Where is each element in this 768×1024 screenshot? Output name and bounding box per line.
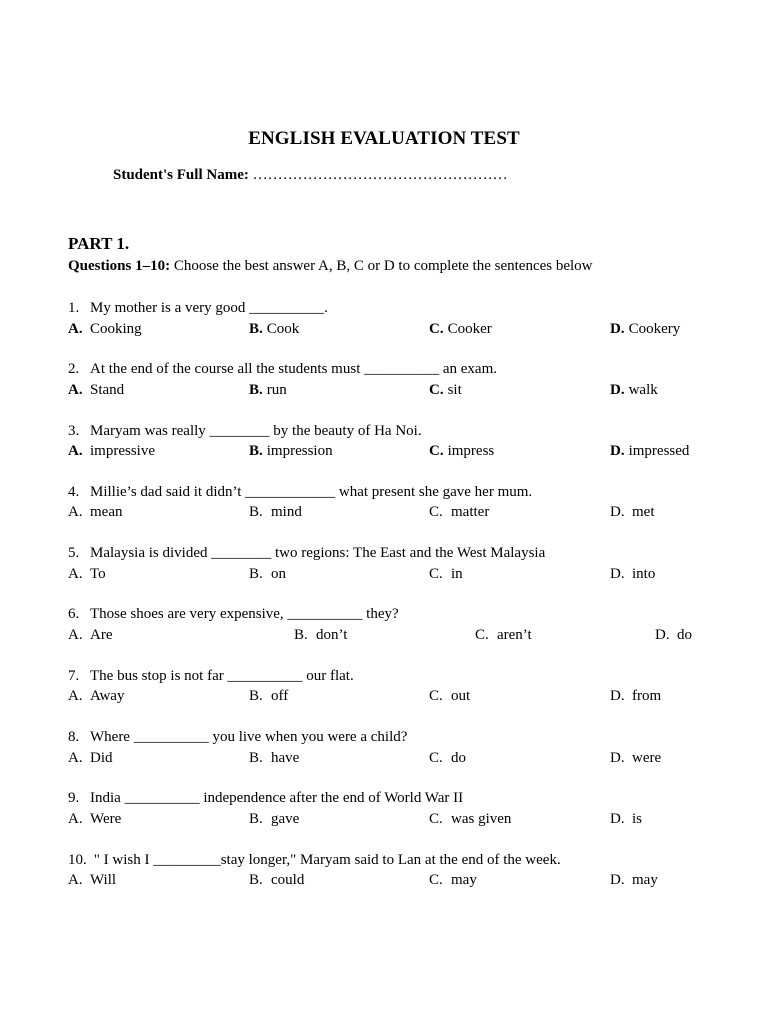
option-text: met <box>632 504 655 521</box>
answer-option <box>610 809 642 830</box>
option-text: mind <box>271 504 302 521</box>
question-item <box>68 666 748 727</box>
option-letter: B. <box>249 688 263 705</box>
answer-option <box>429 686 470 707</box>
answer-options <box>68 502 748 523</box>
question-stem <box>68 850 748 871</box>
question-item <box>68 727 748 788</box>
answer-options <box>68 564 748 585</box>
answer-option <box>249 809 299 830</box>
part-heading: PART 1. <box>68 234 130 253</box>
option-letter: C. <box>429 872 443 889</box>
option-text: may <box>451 872 477 889</box>
option-text: walk <box>628 381 658 398</box>
option-letter: D. <box>610 872 625 889</box>
instructions <box>68 258 593 275</box>
question-stem <box>68 666 748 687</box>
question-stem <box>68 788 748 809</box>
option-letter: B. <box>249 504 263 521</box>
option-letter: B. <box>249 381 263 398</box>
option-letter: D. <box>610 504 625 521</box>
option-text: Away <box>90 688 125 705</box>
option-letter: D. <box>610 749 625 766</box>
option-text: from <box>632 688 662 705</box>
option-letter: D. <box>610 688 625 705</box>
question-text: Maryam was really ________ by the beauty of Ha Noi. <box>90 422 422 439</box>
option-text: To <box>90 565 106 582</box>
option-text: don’t <box>316 626 348 643</box>
instructions-text: Choose the best answer A, B, C or D to complete the sentences below <box>170 258 593 274</box>
student-name-blank: …………………………………………… <box>248 167 508 183</box>
option-text: Stand <box>90 381 125 398</box>
answer-option <box>249 564 286 585</box>
answer-option <box>429 380 462 401</box>
answer-option <box>610 564 655 585</box>
question-item <box>68 543 748 604</box>
answer-options <box>68 748 748 769</box>
page-title: ENGLISH EVALUATION TEST <box>248 128 520 149</box>
answer-option <box>429 748 466 769</box>
question-list <box>68 298 748 911</box>
answer-option <box>610 748 661 769</box>
option-letter: C. <box>429 688 443 705</box>
question-text: At the end of the course all the students must __________ an exam. <box>90 361 497 378</box>
option-letter: A. <box>68 320 83 337</box>
option-letter: C. <box>475 626 489 643</box>
option-text: on <box>271 565 286 582</box>
option-letter: C. <box>429 565 443 582</box>
option-text: Cooker <box>447 320 492 337</box>
option-text: Did <box>90 749 113 766</box>
answer-option <box>68 686 124 707</box>
answer-option <box>68 380 124 401</box>
option-letter: B. <box>249 810 263 827</box>
option-letter: D. <box>610 810 625 827</box>
answer-option <box>655 625 692 646</box>
option-text: gave <box>271 810 300 827</box>
option-text: Cooking <box>90 320 142 337</box>
answer-option <box>249 870 304 891</box>
option-letter: A. <box>68 688 83 705</box>
option-letter: A. <box>68 749 83 766</box>
option-text: aren’t <box>497 626 532 643</box>
option-letter: D. <box>610 443 625 460</box>
question-stem <box>68 543 748 564</box>
answer-option <box>429 564 463 585</box>
question-stem <box>68 727 748 748</box>
question-stem <box>68 604 748 625</box>
answer-option <box>294 625 347 646</box>
question-text: Millie’s dad said it didn’t ____________ what present she gave her mum. <box>90 483 533 500</box>
option-letter: D. <box>610 565 625 582</box>
answer-option <box>610 441 689 462</box>
question-item <box>68 298 748 359</box>
answer-option <box>249 502 302 523</box>
answer-option <box>429 502 489 523</box>
answer-options <box>68 441 748 462</box>
answer-options <box>68 686 748 707</box>
answer-option <box>610 319 680 340</box>
question-number: 4. <box>68 483 80 500</box>
option-text: impressive <box>90 443 155 460</box>
question-item <box>68 850 748 911</box>
question-stem <box>68 421 748 442</box>
answer-option <box>429 441 494 462</box>
option-text: impression <box>266 443 333 460</box>
option-letter: D. <box>610 320 625 337</box>
answer-option <box>68 502 122 523</box>
option-text: Are <box>90 626 113 643</box>
answer-option <box>68 564 106 585</box>
question-stem <box>68 298 748 319</box>
answer-option <box>249 319 299 340</box>
option-text: may <box>632 872 658 889</box>
question-item <box>68 788 748 849</box>
question-text: " I wish I _________stay longer," Maryam said to Lan at the end of the week. <box>90 851 561 868</box>
option-letter: C. <box>429 320 444 337</box>
option-text: Were <box>90 810 122 827</box>
option-letter: A. <box>68 565 83 582</box>
option-letter: B. <box>249 565 263 582</box>
option-letter: A. <box>68 504 83 521</box>
option-text: do <box>677 626 692 643</box>
question-item <box>68 421 748 482</box>
answer-options <box>68 809 748 830</box>
option-text: sit <box>447 381 462 398</box>
question-item <box>68 604 748 665</box>
option-letter: A. <box>68 872 83 889</box>
option-text: have <box>271 749 300 766</box>
answer-option <box>429 809 511 830</box>
option-letter: C. <box>429 381 444 398</box>
option-text: mean <box>90 504 123 521</box>
question-stem <box>68 359 748 380</box>
answer-option <box>68 809 121 830</box>
question-number: 7. <box>68 667 80 684</box>
option-text: run <box>266 381 287 398</box>
answer-option <box>610 502 655 523</box>
option-text: could <box>271 872 305 889</box>
option-text: impressed <box>628 443 690 460</box>
question-item <box>68 482 748 543</box>
option-letter: B. <box>249 320 263 337</box>
question-number: 10. <box>68 851 87 868</box>
option-text: Cookery <box>628 320 681 337</box>
answer-options <box>68 380 748 401</box>
question-number: 3. <box>68 422 80 439</box>
answer-option <box>68 319 142 340</box>
answer-option <box>68 748 113 769</box>
option-text: Cook <box>266 320 300 337</box>
instructions-label: Questions 1–10: <box>68 258 171 274</box>
option-letter: B. <box>294 626 308 643</box>
question-text: Where __________ you live when you were a child? <box>90 729 408 746</box>
question-text: Those shoes are very expensive, __________ they? <box>90 606 399 623</box>
question-text: The bus stop is not far __________ our flat. <box>90 667 354 684</box>
option-text: into <box>632 565 656 582</box>
question-text: My mother is a very good __________. <box>90 300 328 316</box>
option-text: in <box>451 565 463 582</box>
answer-options <box>68 625 748 646</box>
question-number: 1. <box>68 300 80 316</box>
answer-option <box>610 380 658 401</box>
question-number: 2. <box>68 361 80 378</box>
option-letter: C. <box>429 443 444 460</box>
option-text: matter <box>451 504 490 521</box>
option-letter: C. <box>429 810 443 827</box>
option-letter: D. <box>610 381 625 398</box>
student-name-label: Student's Full Name: <box>113 167 249 183</box>
student-name-line <box>113 167 508 184</box>
option-letter: A. <box>68 381 83 398</box>
answer-option <box>610 686 661 707</box>
option-text: is <box>632 810 643 827</box>
question-number: 8. <box>68 729 80 746</box>
answer-option <box>249 686 288 707</box>
option-text: off <box>271 688 289 705</box>
answer-option <box>429 319 492 340</box>
option-text: were <box>632 749 662 766</box>
answer-option <box>68 870 116 891</box>
option-letter: A. <box>68 443 83 460</box>
option-letter: B. <box>249 443 263 460</box>
answer-options <box>68 870 748 891</box>
option-letter: B. <box>249 872 263 889</box>
answer-option <box>249 441 333 462</box>
option-text: do <box>451 749 466 766</box>
answer-option <box>68 441 155 462</box>
question-number: 9. <box>68 790 80 807</box>
option-text: impress <box>447 443 495 460</box>
option-letter: B. <box>249 749 263 766</box>
answer-option <box>475 625 532 646</box>
option-letter: D. <box>655 626 670 643</box>
question-stem <box>68 482 748 503</box>
option-text: Will <box>90 872 117 889</box>
answer-option <box>429 870 477 891</box>
question-text: India __________ independence after the end of World War II <box>90 790 464 807</box>
answer-option <box>249 380 287 401</box>
answer-option <box>249 748 299 769</box>
question-text: Malaysia is divided ________ two regions: The East and the West Malaysia <box>90 545 546 562</box>
option-letter: A. <box>68 810 83 827</box>
option-letter: C. <box>429 749 443 766</box>
option-letter: C. <box>429 504 443 521</box>
question-item <box>68 359 748 420</box>
option-text: out <box>451 688 471 705</box>
question-number: 5. <box>68 545 80 562</box>
option-letter: A. <box>68 626 83 643</box>
answer-options <box>68 319 748 340</box>
answer-option <box>610 870 658 891</box>
option-text: was given <box>451 810 512 827</box>
answer-option <box>68 625 113 646</box>
question-number: 6. <box>68 606 80 623</box>
